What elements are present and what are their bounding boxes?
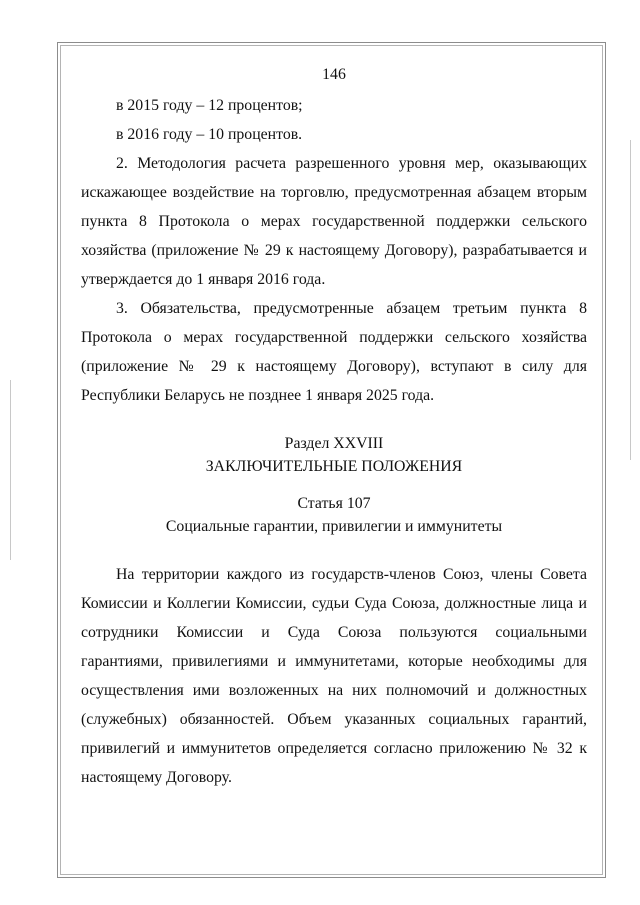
article-title: Социальные гарантии, привилегии и иммунитеты — [165, 518, 503, 535]
scan-mark-left — [10, 380, 11, 560]
spacer — [81, 478, 587, 492]
section-title: ЗАКЛЮЧИТЕЛЬНЫЕ ПОЛОЖЕНИЯ — [205, 458, 463, 475]
article-text: На территории каждого из государств-членов Союз, члены Совета Комиссии и Коллегии Комиссии, судьи Суда Союза, должностные лица и сотрудники Комиссии и Суда Союза пользуются социальными гарантиями, привилегиями и иммунитетами, которые необходимы для осуществления ими возложенных на них полномочий и должностных (служебных) обязанностей. Объем указанных социальных гарантий, привилегий и иммунитетов определяется согласно приложению № 32 к настоящему Договору. — [81, 566, 587, 786]
spacer — [81, 410, 587, 432]
page-number: 146 — [322, 66, 346, 83]
paragraph-2016: в 2016 году – 10 процентов. — [116, 126, 303, 143]
section-number: Раздел XXVIII — [284, 435, 384, 452]
paragraph-2015: в 2015 году – 12 процентов; — [116, 97, 303, 114]
article-number: Статья 107 — [297, 495, 371, 512]
paragraph-obligations: 3. Обязательства, предусмотренные абзацем третьим пункта 8 Протокола о мерах государственной поддержки сельского хозяйства (приложение № 29 к настоящему Договору), вступают в силу для Республики Беларусь не позднее 1 января 2025 года. — [81, 300, 587, 404]
document-body — [81, 60, 587, 792]
spacer — [81, 538, 587, 560]
paragraph-methodology: 2. Методология расчета разрешенного уровня мер, оказывающих искажающее воздействие на торговлю, предусмотренная абзацем вторым пункта 8 Протокола о мерах государственной поддержки сельского хозяйства (приложение № 29 к настоящему Договору), разрабатывается и утверждается до 1 января 2016 года. — [81, 155, 587, 288]
scan-mark-right — [630, 140, 631, 460]
